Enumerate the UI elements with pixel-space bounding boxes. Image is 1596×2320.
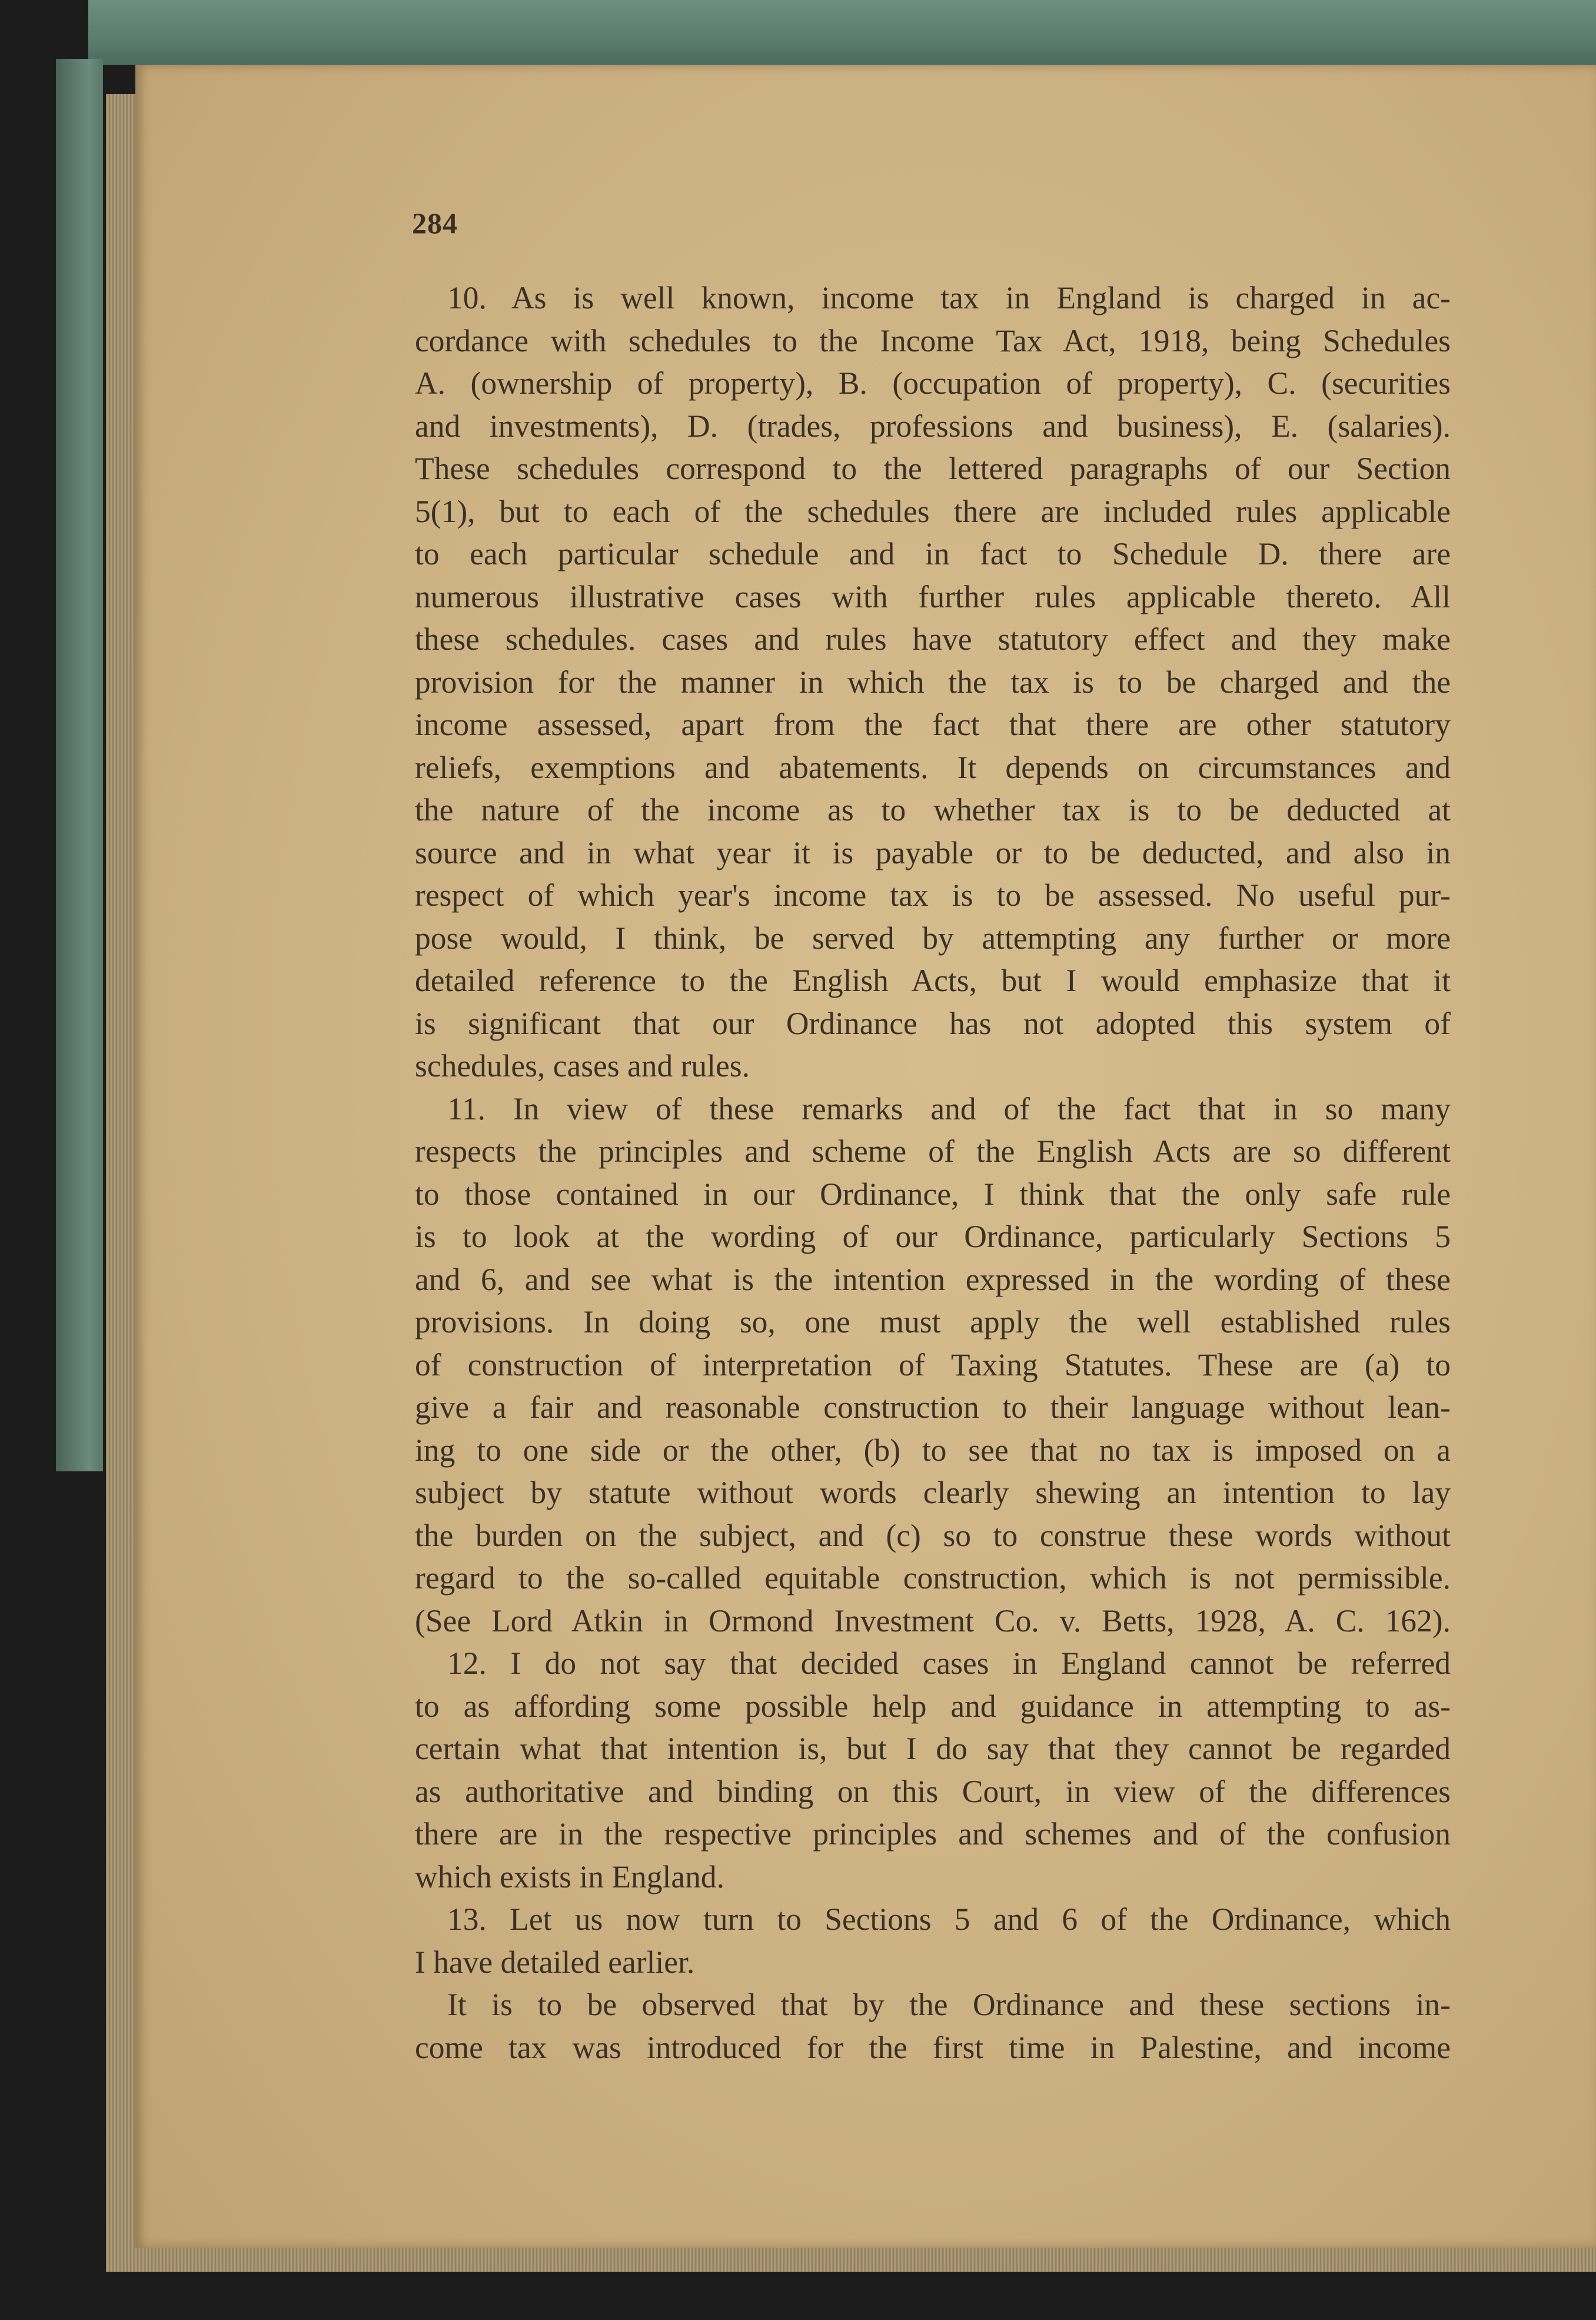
page-text	[415, 277, 1451, 2069]
text-line: provision for the manner in which the tax is to be charged and the	[415, 664, 1451, 700]
text-line: 13. Let us now turn to Sections 5 and 6 of the Ordinance, which	[447, 1902, 1451, 1937]
text-line: respect of which year's income tax is to be assessed. No useful pur-	[415, 878, 1451, 913]
text-line: respects the principles and scheme of the English Acts are so different	[415, 1134, 1451, 1169]
text-line: pose would, I think, be served by attempting any further or more	[415, 920, 1451, 956]
text-line: and investments), D. (trades, professions and business), E. (salaries).	[415, 408, 1451, 444]
text-line: A. (ownership of property), B. (occupation of property), C. (securities	[415, 365, 1451, 401]
text-line: these schedules. cases and rules have statutory effect and they make	[415, 621, 1451, 657]
text-line: These schedules correspond to the lettered paragraphs of our Section	[415, 451, 1451, 486]
text-line: schedules, cases and rules.	[415, 1048, 750, 1083]
text-line: regard to the so-called equitable construction, which is not permissible.	[415, 1560, 1451, 1596]
text-line: come tax was introduced for the first time in Palestine, and income	[415, 2029, 1451, 2065]
book-cover-cloth-left	[56, 59, 103, 1471]
text-line: 5(1), but to each of the schedules there are included rules applicable	[415, 493, 1451, 529]
text-line: provisions. In doing so, one must apply the well established rules	[415, 1304, 1451, 1340]
text-line: It is to be observed that by the Ordinance and these sections in-	[447, 1987, 1451, 2022]
text-line: ing to one side or the other, (b) to see that no tax is imposed on a	[415, 1432, 1451, 1468]
text-line: to each particular schedule and in fact to Schedule D. there are	[415, 536, 1451, 571]
text-line: cordance with schedules to the Income Tax Act, 1918, being Schedules	[415, 323, 1451, 358]
text-line: I have detailed earlier.	[415, 1944, 695, 1980]
text-line: the nature of the income as to whether tax is to be deducted at	[415, 792, 1451, 827]
book-cover-cloth-top	[88, 0, 1596, 65]
text-line: is to look at the wording of our Ordinance, particularly Sections 5	[415, 1219, 1451, 1254]
text-line: subject by statute without words clearly shewing an intention to lay	[415, 1475, 1451, 1510]
text-line: income assessed, apart from the fact that there are other statutory	[415, 707, 1451, 742]
text-line: of construction of interpretation of Taxing Statutes. These are (a) to	[415, 1347, 1451, 1382]
text-line: certain what that intention is, but I do say that they cannot be regarded	[415, 1731, 1451, 1766]
text-line: the burden on the subject, and (c) so to construe these words without	[415, 1517, 1451, 1553]
text-line: and 6, and see what is the intention expressed in the wording of these	[415, 1261, 1451, 1297]
text-line: (See Lord Atkin in Ormond Investment Co. v. Betts, 1928, A. C. 162).	[415, 1603, 1451, 1638]
text-line: to those contained in our Ordinance, I think that the only safe rule	[415, 1176, 1451, 1212]
page-number: 284	[412, 207, 458, 240]
text-line: detailed reference to the English Acts, but I would emphasize that it	[415, 963, 1451, 998]
text-line: as authoritative and binding on this Court, in view of the differences	[415, 1773, 1451, 1809]
text-line: 11. In view of these remarks and of the fact that in so many	[447, 1091, 1451, 1126]
text-line: source and in what year it is payable or to be deducted, and also in	[415, 835, 1451, 870]
text-line: which exists in England.	[415, 1859, 725, 1894]
text-line: 10. As is well known, income tax in England is charged in ac-	[447, 280, 1451, 315]
text-line: reliefs, exemptions and abatements. It depends on circumstances and	[415, 749, 1451, 785]
text-line: 12. I do not say that decided cases in England cannot be referred	[447, 1646, 1451, 1681]
text-line: give a fair and reasonable construction to their language without lean-	[415, 1390, 1451, 1425]
text-line: to as affording some possible help and guidance in attempting to as-	[415, 1688, 1451, 1724]
text-line: numerous illustrative cases with further rules applicable thereto. All	[415, 579, 1451, 614]
text-line: is significant that our Ordinance has not adopted this system of	[415, 1005, 1451, 1041]
text-line: there are in the respective principles and schemes and of the confusion	[415, 1816, 1451, 1852]
